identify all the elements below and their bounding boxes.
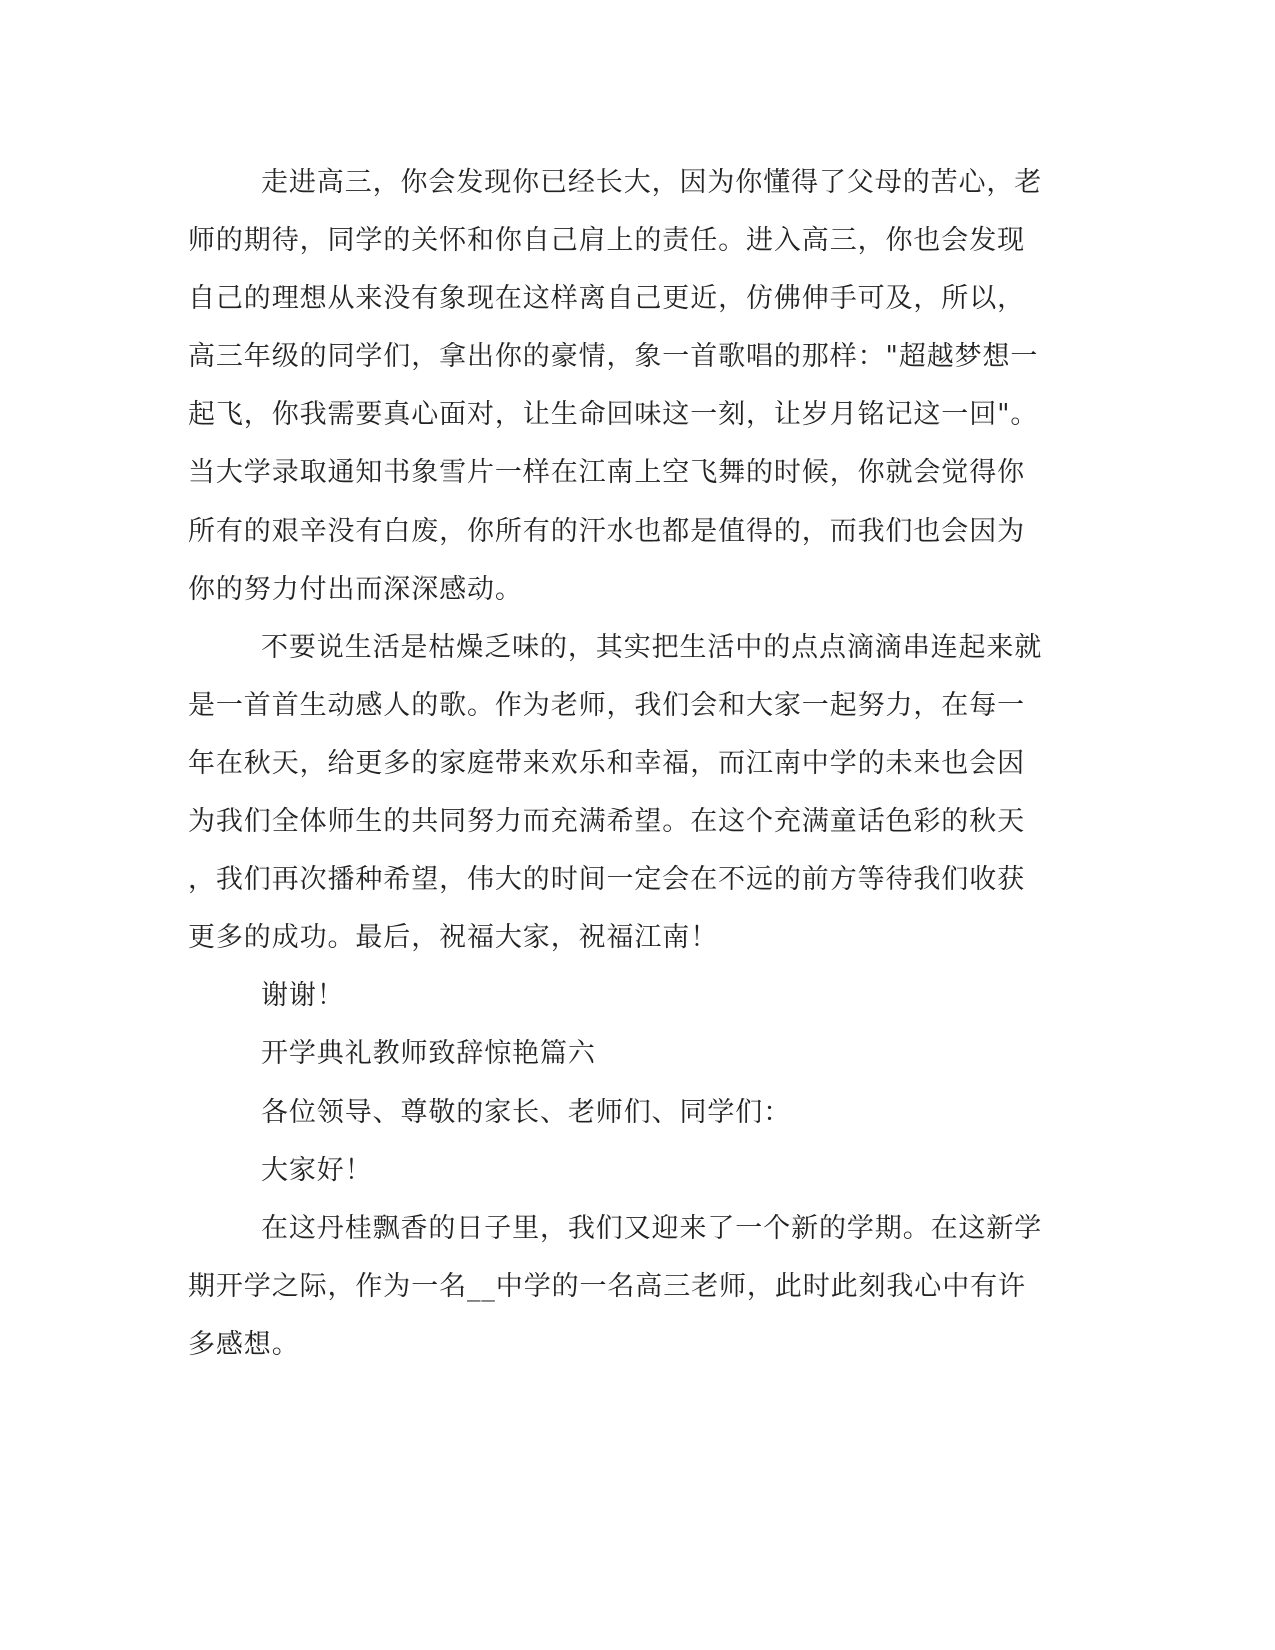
text-line: 年在秋天，给更多的家庭带来欢乐和幸福，而江南中学的未来也会因: [188, 748, 1025, 779]
section-heading: 开学典礼教师致辞惊艳篇六: [261, 1038, 596, 1069]
text-line: 起飞，你我需要真心面对，让生命回味这一刻，让岁月铭记这一回"。: [188, 399, 1039, 430]
text-line: 你的努力付出而深深感动。: [188, 574, 523, 605]
text-line: 为我们全体师生的共同努力而充满希望。在这个充满童话色彩的秋天: [188, 806, 1025, 837]
text-line: 不要说生活是枯燥乏味的，其实把生活中的点点滴滴串连起来就: [261, 632, 1043, 663]
text-line: 更多的成功。最后，祝福大家，祝福江南！: [188, 922, 719, 953]
salutation: 各位领导、尊敬的家长、老师们、同学们：: [261, 1097, 792, 1128]
text-line: 谢谢！: [261, 980, 345, 1011]
greeting: 大家好！: [261, 1155, 373, 1186]
text-line: 自己的理想从来没有象现在这样离自己更近，仿佛伸手可及，所以，: [188, 283, 1025, 314]
text-line: 是一首首生动感人的歌。作为老师，我们会和大家一起努力，在每一: [188, 690, 1025, 721]
text-line: 师的期待，同学的关怀和你自己肩上的责任。进入高三，你也会发现: [188, 225, 1025, 256]
text-line: 在这丹桂飘香的日子里，我们又迎来了一个新的学期。在这新学: [261, 1213, 1043, 1244]
text-line: 当大学录取通知书象雪片一样在江南上空飞舞的时候，你就会觉得你: [188, 457, 1025, 488]
text-line: ，我们再次播种希望，伟大的时间一定会在不远的前方等待我们收获: [188, 864, 1025, 895]
text-line: 期开学之际，作为一名__中学的一名高三老师，此时此刻我心中有许: [188, 1271, 1026, 1302]
text-line: 高三年级的同学们，拿出你的豪情，象一首歌唱的那样："超越梦想一: [188, 341, 1039, 372]
text-line: 所有的艰辛没有白废，你所有的汗水也都是值得的，而我们也会因为: [188, 516, 1025, 547]
text-line: 走进高三，你会发现你已经长大，因为你懂得了父母的苦心，老: [261, 167, 1043, 198]
text-line: 多感想。: [188, 1329, 300, 1360]
